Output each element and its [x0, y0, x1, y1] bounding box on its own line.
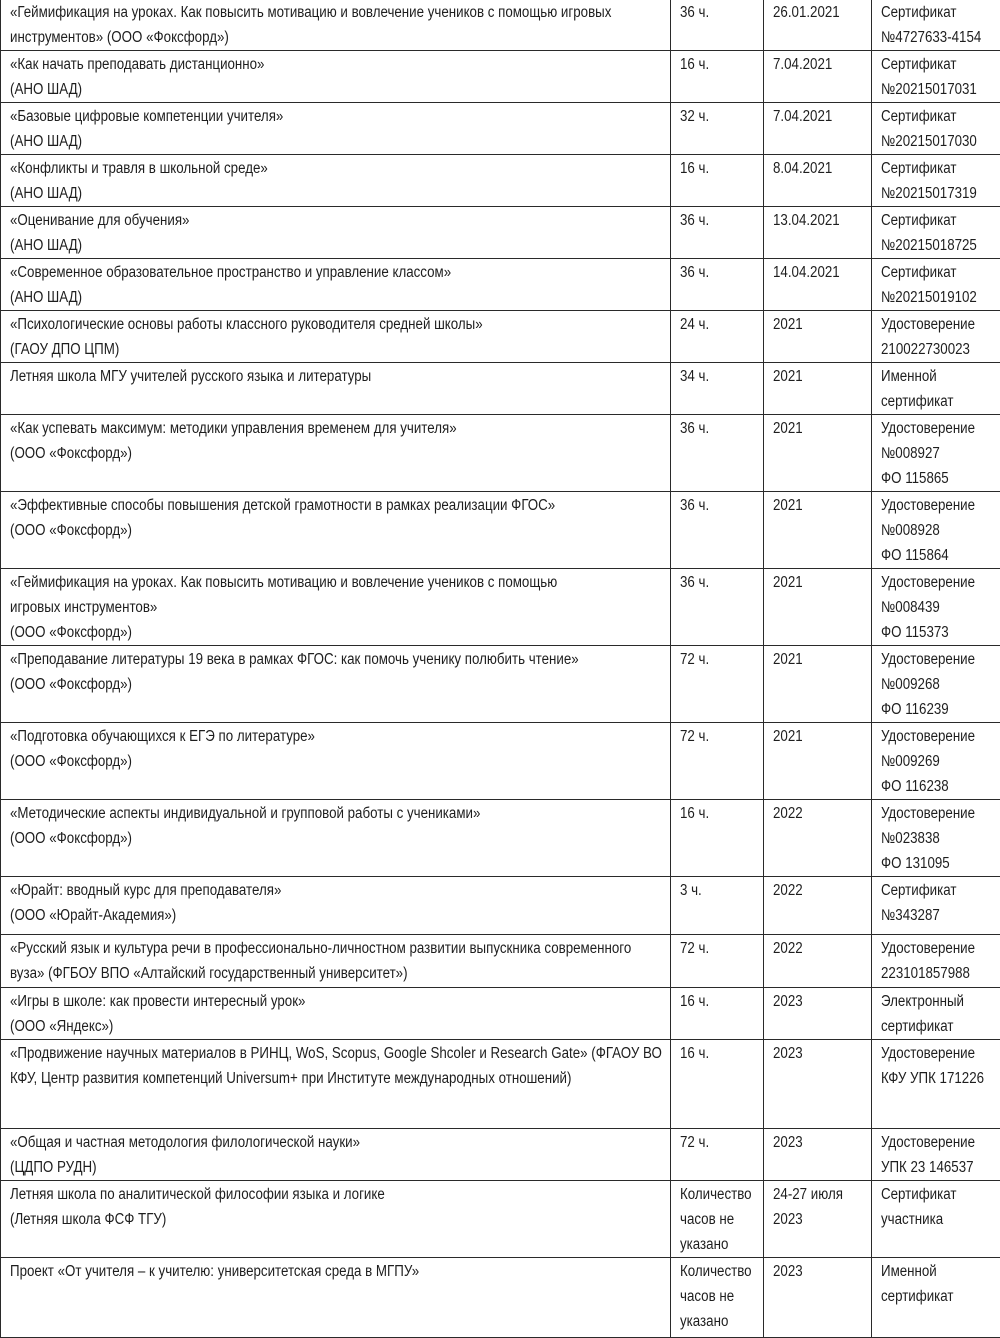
date-cell — [764, 259, 872, 311]
document-value: Именной сертификат — [881, 1259, 996, 1309]
course-title-cell — [1, 259, 671, 311]
course-title: «Конфликты и травля в школьной среде» (АНО ШАД) — [10, 156, 664, 206]
date-value: 8.04.2021 — [773, 156, 867, 181]
date-value: 2021 — [773, 364, 867, 389]
hours-value: 34 ч. — [680, 364, 759, 389]
table-row — [1, 415, 1000, 492]
document-value: Удостоверение №009269 ФО 116238 — [881, 724, 996, 799]
course-title: «Современное образовательное пространство и управление классом» (АНО ШАД) — [10, 260, 664, 310]
hours-cell — [671, 207, 764, 259]
date-value: 2023 — [773, 1259, 867, 1284]
hours-value: 16 ч. — [680, 52, 759, 77]
document-cell — [872, 492, 1000, 569]
date-cell — [764, 363, 872, 415]
date-cell — [764, 415, 872, 492]
table-row — [1, 988, 1000, 1040]
hours-cell — [671, 51, 764, 103]
course-title-cell — [1, 0, 671, 51]
document-cell — [872, 0, 1000, 51]
table-row — [1, 1181, 1000, 1258]
date-cell — [764, 51, 872, 103]
document-cell — [872, 1181, 1000, 1258]
course-title: «Геймификация на уроках. Как повысить мотивацию и вовлечение учеников с помощью игровых инструментов» (ООО «Фоксфорд») — [10, 0, 664, 50]
document-cell — [872, 800, 1000, 877]
document-value: Удостоверение №008927 ФО 115865 — [881, 416, 996, 491]
document-value: Удостоверение КФУ УПК 171226 — [881, 1041, 996, 1091]
hours-cell — [671, 259, 764, 311]
table-row — [1, 723, 1000, 800]
document-cell — [872, 1258, 1000, 1338]
hours-value: 36 ч. — [680, 260, 759, 285]
date-cell — [764, 1258, 872, 1338]
course-title: «Русский язык и культура речи в профессионально-личностном развитии выпускника современного вуза» (ФГБОУ ВПО «Алтайский государственный университет») — [10, 936, 664, 986]
document-value: Удостоверение УПК 23 146537 — [881, 1130, 996, 1180]
document-value: Сертификат №20215019102 — [881, 260, 996, 310]
document-value: Удостоверение №023838 ФО 131095 — [881, 801, 996, 876]
hours-value: 32 ч. — [680, 104, 759, 129]
course-title: Летняя школа по аналитической философии языка и логике (Летняя школа ФСФ ТГУ) — [10, 1182, 664, 1232]
hours-cell — [671, 155, 764, 207]
date-cell — [764, 988, 872, 1040]
document-cell — [872, 1040, 1000, 1129]
date-value: 2022 — [773, 801, 867, 826]
document-value: Сертификат №20215017319 — [881, 156, 996, 206]
hours-value: 72 ч. — [680, 936, 759, 961]
date-value: 2021 — [773, 416, 867, 441]
course-title-cell — [1, 1181, 671, 1258]
date-value: 2021 — [773, 570, 867, 595]
date-value: 2021 — [773, 724, 867, 749]
table-row — [1, 800, 1000, 877]
document-cell — [872, 935, 1000, 988]
date-cell — [764, 0, 872, 51]
date-value: 26.01.2021 — [773, 0, 867, 25]
hours-value: 36 ч. — [680, 570, 759, 595]
course-title-cell — [1, 723, 671, 800]
course-title-cell — [1, 51, 671, 103]
document-cell — [872, 569, 1000, 646]
table-row — [1, 207, 1000, 259]
table-row — [1, 51, 1000, 103]
table-row — [1, 646, 1000, 723]
document-value: Сертификат №343287 — [881, 878, 996, 928]
hours-cell — [671, 363, 764, 415]
date-value: 2022 — [773, 878, 867, 903]
course-title-cell — [1, 363, 671, 415]
date-cell — [764, 800, 872, 877]
hours-value: 16 ч. — [680, 801, 759, 826]
table-row — [1, 363, 1000, 415]
hours-cell — [671, 646, 764, 723]
hours-cell — [671, 1040, 764, 1129]
hours-value: 72 ч. — [680, 647, 759, 672]
course-title-cell — [1, 1258, 671, 1338]
course-title-cell — [1, 646, 671, 723]
document-cell — [872, 103, 1000, 155]
document-value: Сертификат №20215017031 — [881, 52, 996, 102]
hours-cell — [671, 569, 764, 646]
table-row — [1, 1040, 1000, 1129]
date-cell — [764, 646, 872, 723]
document-value: Удостоверение 210022730023 — [881, 312, 996, 362]
document-cell — [872, 877, 1000, 935]
date-value: 7.04.2021 — [773, 52, 867, 77]
document-cell — [872, 51, 1000, 103]
document-cell — [872, 207, 1000, 259]
course-title: «Психологические основы работы классного руководителя средней школы» (ГАОУ ДПО ЦПМ) — [10, 312, 664, 362]
hours-cell — [671, 723, 764, 800]
date-value: 14.04.2021 — [773, 260, 867, 285]
table-row — [1, 259, 1000, 311]
date-cell — [764, 1181, 872, 1258]
document-value: Удостоверение №008928 ФО 115864 — [881, 493, 996, 568]
hours-cell — [671, 988, 764, 1040]
document-cell — [872, 311, 1000, 363]
table-row — [1, 1258, 1000, 1338]
course-title: «Методические аспекты индивидуальной и групповой работы с учениками» (ООО «Фоксфорд») — [10, 801, 664, 851]
course-title-cell — [1, 155, 671, 207]
course-title: Летняя школа МГУ учителей русского языка и литературы — [10, 364, 664, 389]
course-title-cell — [1, 415, 671, 492]
hours-value: 72 ч. — [680, 724, 759, 749]
course-title: «Общая и частная методология филологической науки» (ЦДПО РУДН) — [10, 1130, 664, 1180]
table-row — [1, 877, 1000, 935]
document-value: Удостоверение 223101857988 — [881, 936, 996, 986]
document-value: Сертификат №20215018725 — [881, 208, 996, 258]
hours-value: 72 ч. — [680, 1130, 759, 1155]
date-value: 7.04.2021 — [773, 104, 867, 129]
document-value: Сертификат участника — [881, 1182, 996, 1232]
hours-cell — [671, 0, 764, 51]
hours-cell — [671, 935, 764, 988]
hours-cell — [671, 415, 764, 492]
document-cell — [872, 1129, 1000, 1181]
course-title: «Геймификация на уроках. Как повысить мотивацию и вовлечение учеников с помощью игровых инструментов» (ООО «Фоксфорд») — [10, 570, 664, 645]
hours-value: Количество часов не указано — [680, 1182, 759, 1257]
hours-value: 24 ч. — [680, 312, 759, 337]
date-cell — [764, 723, 872, 800]
document-cell — [872, 415, 1000, 492]
course-title: «Преподавание литературы 19 века в рамках ФГОС: как помочь ученику полюбить чтение» (ООО «Фоксфорд») — [10, 647, 664, 697]
document-cell — [872, 259, 1000, 311]
hours-cell — [671, 1258, 764, 1338]
hours-cell — [671, 800, 764, 877]
date-value: 24-27 июля 2023 — [773, 1182, 867, 1232]
course-title: Проект «От учителя – к учителю: университетская среда в МГПУ» — [10, 1259, 664, 1284]
date-cell — [764, 569, 872, 646]
document-cell — [872, 363, 1000, 415]
date-cell — [764, 492, 872, 569]
course-title-cell — [1, 492, 671, 569]
document-value: Удостоверение №008439 ФО 115373 — [881, 570, 996, 645]
course-title: «Оценивание для обучения» (АНО ШАД) — [10, 208, 664, 258]
date-cell — [764, 1040, 872, 1129]
hours-value: 16 ч. — [680, 156, 759, 181]
date-value: 2021 — [773, 312, 867, 337]
table-row — [1, 935, 1000, 988]
course-title: «Подготовка обучающихся к ЕГЭ по литературе» (ООО «Фоксфорд») — [10, 724, 664, 774]
hours-cell — [671, 877, 764, 935]
hours-cell — [671, 492, 764, 569]
date-value: 2021 — [773, 647, 867, 672]
course-title-cell — [1, 935, 671, 988]
course-title: «Продвижение научных материалов в РИНЦ, WoS, Scopus, Google Shcoler и Research Gate» (ФГАОУ ВО КФУ, Центр развития компетенций Universum+ при Институте международных отношений) — [10, 1041, 664, 1091]
document-value: Электронный сертификат — [881, 989, 996, 1039]
course-title: «Как начать преподавать дистанционно» (АНО ШАД) — [10, 52, 664, 102]
course-title: «Юрайт: вводный курс для преподавателя» (ООО «Юрайт-Академия») — [10, 878, 664, 928]
table-row — [1, 155, 1000, 207]
course-title-cell — [1, 569, 671, 646]
course-title: «Эффективные способы повышения детской грамотности в рамках реализации ФГОС» (ООО «Фоксфорд») — [10, 493, 664, 543]
hours-value: 36 ч. — [680, 493, 759, 518]
table-row — [1, 1129, 1000, 1181]
course-title-cell — [1, 103, 671, 155]
course-title-cell — [1, 1129, 671, 1181]
date-cell — [764, 935, 872, 988]
date-value: 13.04.2021 — [773, 208, 867, 233]
course-title-cell — [1, 311, 671, 363]
hours-value: 36 ч. — [680, 416, 759, 441]
date-value: 2021 — [773, 493, 867, 518]
course-title: «Как успевать максимум: методики управления временем для учителя» (ООО «Фоксфорд») — [10, 416, 664, 466]
document-cell — [872, 646, 1000, 723]
document-value: Сертификат №4727633-4154 — [881, 0, 996, 50]
hours-value: 16 ч. — [680, 1041, 759, 1066]
date-value: 2023 — [773, 1130, 867, 1155]
table-row — [1, 103, 1000, 155]
date-cell — [764, 155, 872, 207]
date-value: 2022 — [773, 936, 867, 961]
date-cell — [764, 207, 872, 259]
hours-cell — [671, 311, 764, 363]
course-title-cell — [1, 877, 671, 935]
hours-value: 36 ч. — [680, 208, 759, 233]
course-title-cell — [1, 1040, 671, 1129]
date-cell — [764, 877, 872, 935]
hours-value: 3 ч. — [680, 878, 759, 903]
course-title: «Базовые цифровые компетенции учителя» (АНО ШАД) — [10, 104, 664, 154]
date-value: 2023 — [773, 989, 867, 1014]
hours-cell — [671, 1129, 764, 1181]
date-cell — [764, 103, 872, 155]
hours-value: 16 ч. — [680, 989, 759, 1014]
course-title-cell — [1, 207, 671, 259]
table-row — [1, 311, 1000, 363]
table-row — [1, 492, 1000, 569]
date-value: 2023 — [773, 1041, 867, 1066]
hours-cell — [671, 1181, 764, 1258]
hours-value: Количество часов не указано — [680, 1259, 759, 1334]
course-title-cell — [1, 988, 671, 1040]
date-cell — [764, 1129, 872, 1181]
document-value: Сертификат №20215017030 — [881, 104, 996, 154]
document-value: Удостоверение №009268 ФО 116239 — [881, 647, 996, 722]
table-row — [1, 0, 1000, 51]
course-title-cell — [1, 800, 671, 877]
table-row — [1, 569, 1000, 646]
date-cell — [764, 311, 872, 363]
document-cell — [872, 988, 1000, 1040]
document-cell — [872, 155, 1000, 207]
course-title: «Игры в школе: как провести интересный урок» (ООО «Яндекс») — [10, 989, 664, 1039]
hours-cell — [671, 103, 764, 155]
hours-value: 36 ч. — [680, 0, 759, 25]
document-value: Именной сертификат — [881, 364, 996, 414]
document-cell — [872, 723, 1000, 800]
